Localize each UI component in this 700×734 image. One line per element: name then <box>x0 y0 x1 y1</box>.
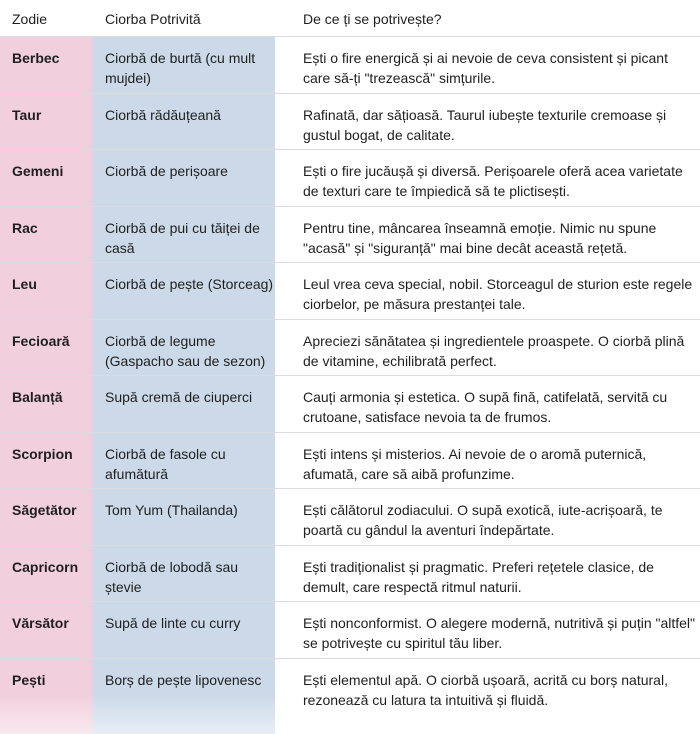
cell-ciorba: Ciorbă de pește (Storceag) <box>105 276 274 292</box>
cell-ciorba: Tom Yum (Thailanda) <box>105 502 238 518</box>
table-row <box>0 375 700 431</box>
cell-ciorba: Supă cremă de ciuperci <box>105 389 253 405</box>
cell-zodie: Berbec <box>12 50 60 66</box>
cell-motiv: Apreciezi sănătatea și ingredientele proaspete. O ciorbă plină de vitamine, echilibrată perfect. <box>303 332 685 369</box>
cell-ciorba: Borș de pește lipovenesc <box>105 671 262 688</box>
cell-motiv: Ești intens și misterios. Ai nevoie de o aromă puternică, afumată, care să aibă profunzime. <box>303 445 647 482</box>
table-row <box>0 545 700 601</box>
cell-zodie: Gemeni <box>12 163 64 179</box>
table-row <box>0 319 700 375</box>
row-divider <box>0 488 700 489</box>
table-row <box>0 601 700 657</box>
cell-zodie: Fecioară <box>12 332 70 349</box>
cell-ciorba: Ciorbă de pui cu tăiței de casă <box>105 219 260 256</box>
row-divider <box>0 319 700 320</box>
cell-ciorba: Supă de linte cu curry <box>105 615 241 631</box>
cell-zodie: Săgetător <box>12 502 77 518</box>
cell-ciorba: Ciorbă rădăuțeană <box>105 106 221 123</box>
cell-motiv: Rafinată, dar sățioasă. Taurul iubește texturile cremoase și gustul bogat, de calitate. <box>303 106 667 143</box>
cell-ciorba: Ciorbă de lobodă sau ștevie <box>105 558 239 595</box>
row-divider <box>0 262 700 263</box>
cell-motiv: Ești o fire energică și ai nevoie de ceva consistent și picant care să-ți "trezească" simțurile. <box>303 50 668 86</box>
cell-zodie: Scorpion <box>12 445 73 462</box>
cell-ciorba: Ciorbă de perișoare <box>105 163 228 179</box>
table-row <box>0 432 700 488</box>
cell-motiv: Cauți armonia și estetica. O supă fină, catifelată, servită cu crutoane, satisface nevoia ta de frumos. <box>303 389 668 425</box>
table-row <box>0 206 700 262</box>
cell-motiv: Ești elementul apă. O ciorbă ușoară, acrită cu borș natural, rezonează cu latura ta intuitivă și fluidă. <box>303 671 668 708</box>
row-divider <box>0 149 700 150</box>
cell-zodie: Vărsător <box>12 615 69 631</box>
table-row <box>0 658 700 714</box>
row-divider <box>0 432 700 433</box>
header-ciorba: Ciorba Potrivită <box>105 11 201 27</box>
row-divider <box>0 601 700 602</box>
row-divider <box>0 206 700 207</box>
cell-motiv: Ești călătorul zodiacului. O supă exotică, iute-acrișoară, te poartă cu gândul la aventuri îndepărtate. <box>303 502 663 538</box>
row-divider <box>0 375 700 376</box>
cell-zodie: Rac <box>12 219 38 236</box>
cell-motiv: Pentru tine, mâncarea înseamnă emoție. Nimic nu spune "acasă" și "siguranță" mai bine decât această rețetă. <box>303 219 657 256</box>
table-header <box>0 0 700 36</box>
cell-motiv: Leul vrea ceva special, nobil. Storceagul de sturion este regele ciorbelor, pe măsura prestanței tale. <box>303 276 693 312</box>
cell-zodie: Taur <box>12 106 42 123</box>
table-row <box>0 93 700 149</box>
cell-ciorba: Ciorbă de burtă (cu mult mujdei) <box>105 50 256 86</box>
cell-motiv: Ești tradiționalist și pragmatic. Preferi rețetele clasice, de demult, care respectă ritmul naturii. <box>303 558 654 595</box>
row-divider <box>0 36 700 37</box>
header-motiv: De ce ți se potrivește? <box>303 11 442 27</box>
cell-zodie: Capricorn <box>12 558 79 575</box>
row-divider <box>0 93 700 94</box>
cell-zodie: Pești <box>12 671 46 688</box>
table-row <box>0 36 700 92</box>
table-row <box>0 488 700 544</box>
cell-ciorba: Ciorbă de legume (Gaspacho sau de sezon) <box>105 332 266 369</box>
cell-zodie: Leu <box>12 276 37 292</box>
cell-ciorba: Ciorbă de fasole cu afumătură <box>105 445 226 482</box>
cell-motiv: Ești o fire jucăușă și diversă. Perișoarele oferă acea varietate de texturi care te împiedică să te plictisești. <box>303 163 683 199</box>
table-row <box>0 262 700 318</box>
row-divider <box>0 545 700 546</box>
cell-zodie: Balanță <box>12 389 63 405</box>
table-row <box>0 149 700 205</box>
header-zodie: Zodie <box>12 11 48 27</box>
row-divider <box>0 658 700 659</box>
cell-motiv: Ești nonconformist. O alegere modernă, nutritivă și puțin "altfel" se potrivește cu spiritul tău liber. <box>303 615 696 651</box>
